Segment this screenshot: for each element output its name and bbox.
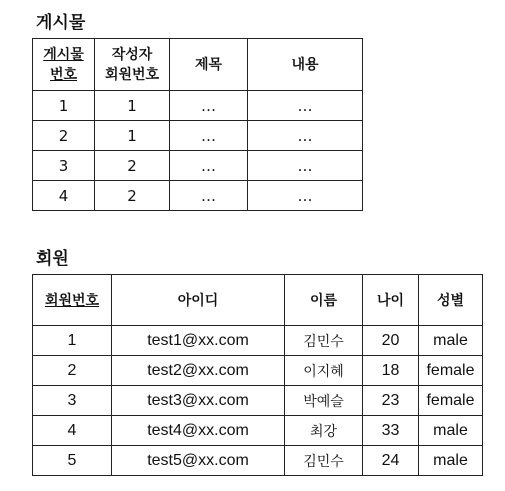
cell-member-number: 4 [33,416,112,446]
header-name: 이름 [285,275,363,326]
cell-user-id: test1@xx.com [112,326,285,356]
cell-member-number: 2 [33,356,112,386]
members-table [32,274,483,476]
header-author-member-number [95,39,170,91]
posts-table [32,38,363,211]
cell-content: … [248,151,363,181]
cell-name: 김민수 [285,446,363,476]
cell-subject: … [170,151,248,181]
header-age: 나이 [363,275,419,326]
cell-content: … [248,181,363,211]
cell-gender: male [419,416,483,446]
cell-subject: … [170,91,248,121]
table-row [33,121,363,151]
cell-post-number: 3 [33,151,95,181]
cell-member-number: 5 [33,446,112,476]
header-post-number-line2: 번호 [49,66,78,83]
header-author-line1: 작성자 [111,46,153,63]
cell-author: 1 [95,121,170,151]
cell-post-number: 2 [33,121,95,151]
header-subject: 제목 [170,39,248,91]
cell-subject: … [170,121,248,151]
table-row [33,386,483,416]
cell-member-number: 1 [33,326,112,356]
cell-age: 24 [363,446,419,476]
cell-age: 20 [363,326,419,356]
cell-gender: male [419,446,483,476]
header-gender: 성별 [419,275,483,326]
cell-user-id: test4@xx.com [112,416,285,446]
cell-name: 이지혜 [285,356,363,386]
cell-author: 2 [95,151,170,181]
table-row [33,416,483,446]
posts-table-title: 게시물 [36,13,86,33]
cell-age: 33 [363,416,419,446]
posts-header-row [33,39,363,91]
table-row [33,151,363,181]
table-row [33,326,483,356]
cell-post-number: 4 [33,181,95,211]
header-content: 내용 [248,39,363,91]
cell-author: 1 [95,91,170,121]
members-header-row [33,275,483,326]
cell-user-id: test5@xx.com [112,446,285,476]
cell-post-number: 1 [33,91,95,121]
header-user-id: 아이디 [112,275,285,326]
cell-name: 박예슬 [285,386,363,416]
cell-name: 김민수 [285,326,363,356]
cell-gender: female [419,356,483,386]
table-row [33,91,363,121]
header-post-number [33,39,95,91]
cell-content: … [248,121,363,151]
header-member-number: 회원번호 [33,275,112,326]
cell-author: 2 [95,181,170,211]
header-author-line2: 회원번호 [104,66,160,83]
cell-member-number: 3 [33,386,112,416]
cell-age: 18 [363,356,419,386]
table-row [33,446,483,476]
cell-content: … [248,91,363,121]
table-row [33,356,483,386]
cell-user-id: test3@xx.com [112,386,285,416]
table-row [33,181,363,211]
cell-user-id: test2@xx.com [112,356,285,386]
members-table-title: 회원 [36,249,69,269]
cell-gender: male [419,326,483,356]
header-post-number-line1: 게시물 [43,46,84,63]
cell-age: 23 [363,386,419,416]
cell-subject: … [170,181,248,211]
cell-gender: female [419,386,483,416]
cell-name: 최강 [285,416,363,446]
